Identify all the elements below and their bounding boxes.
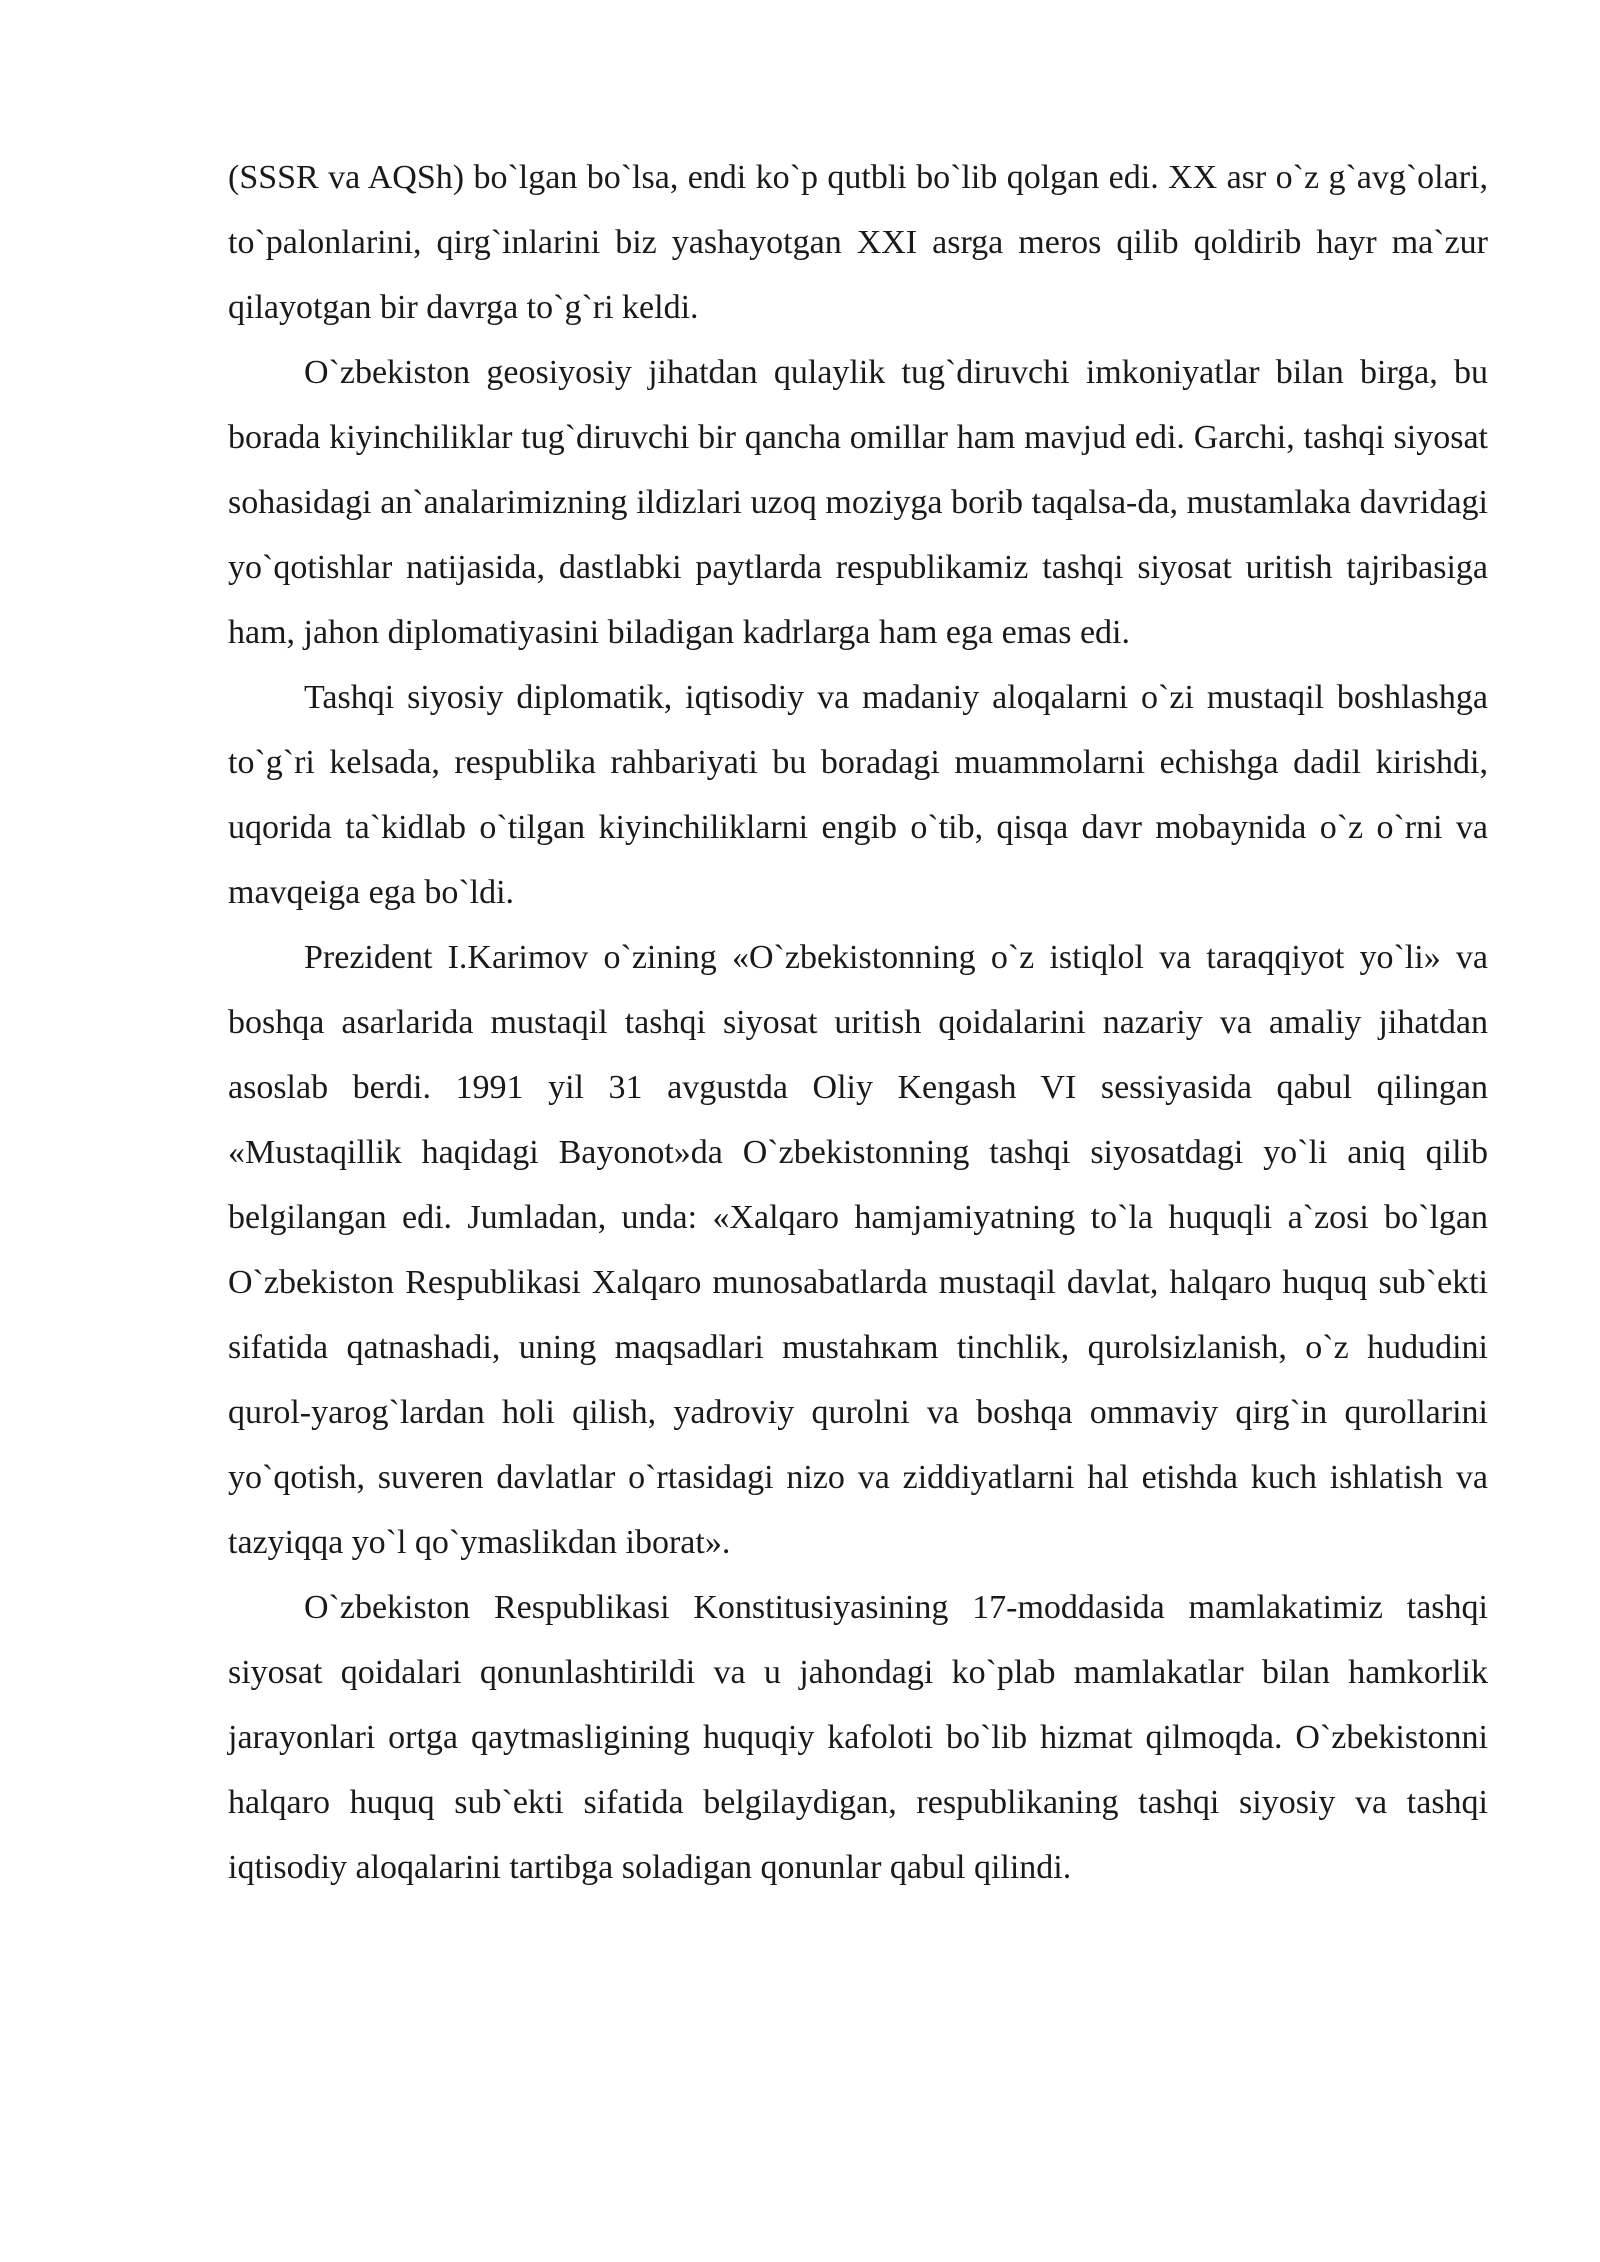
- paragraph-constitution: O`zbekiston Respublikasi Konstitusiyasining 17-moddasida mamlakatimiz tashqi siyosat qoidalari qonunlashtirildi va u jahondagi ko`plab mamlakatlar bilan hamkorlik jarayonlari ortga qaytmasligining huquqiy kafoloti bo`lib hizmat qilmoqda. O`zbekistonni halqaro huquq sub`ekti sifatida belgilaydigan, respublikaning tashqi siyosiy va tashqi iqtisodiy aloqalarini tartibga soladigan qonunlar qabul qilindi.: [228, 1589, 1488, 1886]
- paragraph-president-karimov: Prezident I.Karimov o`zining «O`zbekistonning o`z istiqlol va taraqqiyot yo`li» va boshqa asarlarida mustaqil tashqi siyosat uritish qoidalarini nazariy va amaliy jihatdan asoslab berdi. 1991 yil 31 avgustda Oliy Kengash VI sessiyasida qabul qilingan «Mustaqillik haqidagi Bayonot»da O`zbekistonning tashqi siyosatdagi yo`li aniq qilib belgilangan edi. Jumladan, unda: «Xalqaro hamjamiyatning to`la huquqli a`zosi bo`lgan O`zbekiston Respublikasi Xalqaro munosabatlarda mustaqil davlat, halqaro huquq sub`ekti sifatida qatnashadi, uning maqsadlari mustahкam tinchlik, qurolsizlanish, o`z hududini qurol-yarog`lardan holi qilish, yadroviy qurolni va boshqa ommaviy qirg`in qurollarini yo`qotish, suveren davlatlar o`rtasidagi nizo va ziddiyatlarni hal etishda kuch ishlatish va tazyiqqa yo`l qo`ymaslikdan iborat».: [228, 939, 1488, 1561]
- paragraph-continuation: (SSSR va AQSh) bo`lgan bo`lsa, endi ko`p qutbli bo`lib qolgan edi. XX asr o`z g`avg`olari, to`palonlarini, qirg`inlarini biz yashayotgan XXI asrga meros qilib qoldirib hayr ma`zur qilayotgan bir davrga to`g`ri keldi.: [228, 159, 1488, 326]
- paragraph-foreign-relations: Tashqi siyosiy diplomatik, iqtisodiy va madaniy aloqalarni o`zi mustaqil boshlashga to`g`ri kelsada, respublika rahbariyati bu boradagi muammolarni echishga dadil kirishdi, uqorida ta`kidlab o`tilgan kiyinchiliklarni engib o`tib, qisqa davr mobaynida o`z o`rni va mavqeiga ega bo`ldi.: [228, 679, 1488, 911]
- paragraph-geopolitics: O`zbekiston geosiyosiy jihatdan qulaylik tug`diruvchi imkoniyatlar bilan birga, bu borada kiyinchiliklar tug`diruvchi bir qancha omillar ham mavjud edi. Garchi, tashqi siyosat sohasidagi an`analarimizning ildizlari uzoq moziyga borib taqalsa-da, mustamlaka davridagi yo`qotishlar natijasida, dastlabki paytlarda respublikamiz tashqi siyosat uritish tajribasiga ham, jahon diplomatiyasini biladigan kadrlarga ham ega emas edi.: [228, 354, 1488, 651]
- document-page: [228, 145, 1488, 1900]
